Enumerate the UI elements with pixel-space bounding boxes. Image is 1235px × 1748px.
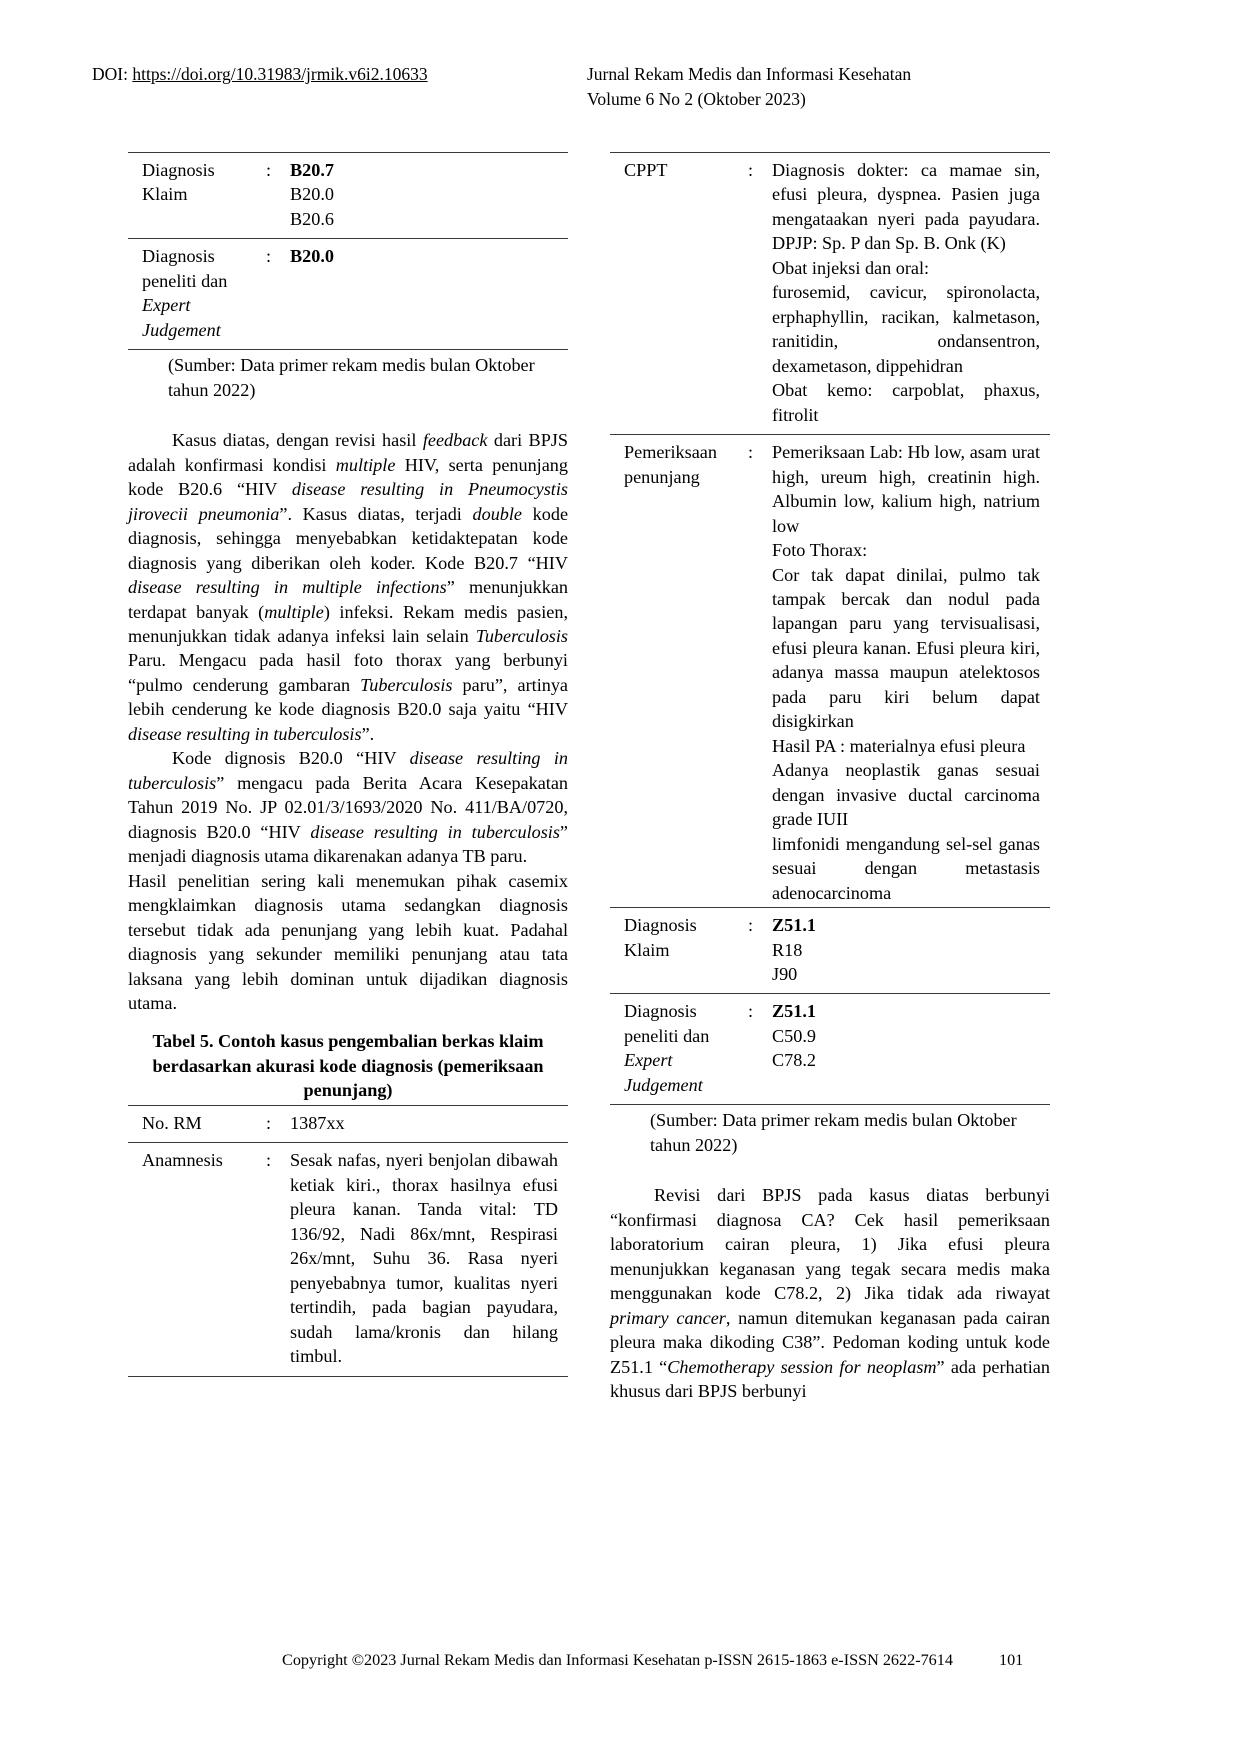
paragraph-analysis-3: Hasil penelitian sering kali menemukan pihak casemix mengklaimkan diagnosis utama sedangkan diagnosis tersebut tidak ada penunjang yang lebih kuat. Padahal diagnosis yang sekunder memiliki penunjang atau tata laksana yang lebih dominan untuk dijadikan diagnosis utama. bbox=[128, 870, 568, 1013]
left-column bbox=[128, 152, 568, 1404]
page-number: 101 bbox=[998, 1651, 1024, 1669]
cell-label: No. RM bbox=[128, 1105, 266, 1142]
cell-value-line: Diagnosis dokter: ca mamae sin, efusi pleura, dyspnea. Pasien juga mengataakan nyeri pada payudara. DPJP: Sp. P dan Sp. B. Onk (K) bbox=[772, 160, 1040, 254]
doi-link[interactable]: https://doi.org/10.31983/jrmik.v6i2.10633 bbox=[132, 64, 428, 84]
table-row bbox=[128, 153, 568, 239]
label-line: peneliti dan bbox=[142, 270, 228, 291]
code-tertiary: B20.6 bbox=[290, 208, 334, 229]
cell-label: Anamnesis bbox=[128, 1143, 266, 1376]
label-line: Diagnosis bbox=[624, 915, 697, 936]
journal-volume: Volume 6 No 2 (Oktober 2023) bbox=[587, 89, 806, 110]
cell-label bbox=[128, 153, 266, 239]
label-line: Expert bbox=[624, 1050, 673, 1071]
cell-label bbox=[610, 994, 748, 1105]
cell-colon: : bbox=[266, 1143, 282, 1376]
cell-colon: : bbox=[266, 153, 282, 239]
table-source-note: (Sumber: Data primer rekam medis bulan Oktober tahun 2022) bbox=[650, 1110, 1017, 1155]
code-primary: B20.0 bbox=[290, 246, 334, 267]
code-secondary: B20.0 bbox=[290, 184, 334, 205]
table-row bbox=[610, 994, 1050, 1105]
doi-prefix: DOI: bbox=[92, 64, 133, 84]
label-line: Diagnosis bbox=[624, 1001, 697, 1022]
spacer bbox=[610, 1157, 1050, 1183]
cell-value bbox=[282, 153, 568, 239]
label-line: Judgement bbox=[624, 1074, 703, 1095]
cell-colon: : bbox=[748, 994, 764, 1105]
cell-value-line: limfonidi mengandung sel-sel ganas sesuai dengan metastasis adenocarcinoma bbox=[772, 833, 1040, 903]
cell-label bbox=[610, 435, 748, 908]
cell-value-line: Hasil PA : materialnya efusi pleura bbox=[772, 735, 1026, 756]
code-primary: Z51.1 bbox=[772, 915, 816, 936]
page-footer bbox=[0, 1651, 1235, 1670]
label-line: Klaim bbox=[624, 939, 670, 960]
table-row bbox=[610, 435, 1050, 908]
paragraph-analysis-2: Kode dignosis B20.0 “HIV disease resulting in tuberculosis” mengacu pada Berita Acara Kesepakatan Tahun 2019 No. JP 02.01/3/1693/2020 No. 411/BA/0720, diagnosis B20.0 “HIV disease resulting in tuberculosis” menjadi diagnosis utama dikarenakan adanya TB paru. bbox=[128, 748, 568, 867]
label-line: Diagnosis bbox=[142, 246, 215, 267]
label-line: penunjang bbox=[624, 466, 700, 487]
cell-value bbox=[764, 994, 1050, 1105]
table-row bbox=[610, 908, 1050, 994]
cell-value-line: Adanya neoplastik ganas sesuai dengan invasive ductal carcinoma grade IUII bbox=[772, 760, 1040, 830]
code-secondary: C50.9 bbox=[772, 1025, 816, 1046]
cell-colon: : bbox=[266, 239, 282, 350]
cell-colon: : bbox=[266, 1105, 282, 1142]
cell-colon: : bbox=[748, 435, 764, 908]
code-tertiary: C78.2 bbox=[772, 1050, 816, 1071]
cell-value-line: Cor tak dapat dinilai, pulmo tak tampak bercak dan nodul pada lapangan paru yang tervisualisasi, efusi pleura kanan. Efusi pleura kiri, adanya massa maupun atelektosos pada paru kiri belum dapat disigkirkan bbox=[772, 564, 1040, 732]
table5-caption: Tabel 5. Contoh kasus pengembalian berkas klaim berdasarkan akurasi kode diagnosis (pemeriksaan penunjang) bbox=[152, 1031, 544, 1101]
paragraph-revisi-bpjs: Revisi dari BPJS pada kasus diatas berbunyi “konfirmasi diagnosa CA? Cek hasil pemeriksaan laboratorium cairan pleura, 1) Jika efusi pleura menunjukkan keganasan yang tegak secara medis maka menggunakan kode C78.2, 2) Jika tidak ada riwayat primary cancer, namun ditemukan keganasan pada cairan pleura maka dikoding C38”. Pedoman koding untuk kode Z51.1 “Chemotherapy session for neoplasm” ada perhatian khusus dari BPJS berbunyi bbox=[610, 1185, 1050, 1402]
cell-value-line: furosemid, cavicur, spironolacta, erphaphyllin, racikan, kalmetason, ranitidin, ondansentron, dexametason, dippehidran bbox=[772, 282, 1040, 376]
cell-value-line: Foto Thorax: bbox=[772, 540, 868, 561]
cell-label bbox=[610, 908, 748, 994]
table-row bbox=[610, 153, 1050, 435]
cell-value bbox=[282, 239, 568, 350]
label-line: Judgement bbox=[142, 319, 221, 340]
label-line: Pemeriksaan bbox=[624, 442, 717, 463]
content-columns bbox=[128, 152, 1107, 1404]
journal-name: Jurnal Rekam Medis dan Informasi Kesehatan bbox=[587, 64, 912, 84]
code-primary: B20.7 bbox=[290, 160, 334, 180]
code-tertiary: J90 bbox=[772, 964, 798, 984]
label-line: peneliti dan bbox=[624, 1025, 710, 1046]
table5-case-continued bbox=[610, 152, 1050, 1105]
table-row bbox=[128, 1105, 568, 1142]
journal-info bbox=[587, 62, 1143, 113]
table-row bbox=[128, 1143, 568, 1376]
copyright-text: Copyright ©2023 Jurnal Rekam Medis dan Informasi Kesehatan p-ISSN 2615-1863 e-ISSN 2622-7614 bbox=[282, 1651, 953, 1669]
table-source-note: (Sumber: Data primer rekam medis bulan Oktober tahun 2022) bbox=[168, 355, 535, 400]
table-claim-b20 bbox=[128, 152, 568, 350]
cell-label bbox=[128, 239, 266, 350]
paragraph-analysis-1: Kasus diatas, dengan revisi hasil feedback dari BPJS adalah konfirmasi kondisi multiple HIV, serta penunjang kode B20.6 “HIV disease resulting in Pneumocystis jirovecii pneumonia”. Kasus diatas, terjadi double kode diagnosis, sehingga menyebabkan ketidaktepatan kode diagnosis yang diberikan oleh koder. Kode B20.7 “HIV disease resulting in multiple infections” menunjukkan terdapat banyak (multiple) infeksi. Rekam medis pasien, menunjukkan tidak adanya infeksi lain selain Tuberculosis Paru. Mengacu pada hasil foto thorax yang berbunyi “pulmo cenderung gambaran Tuberculosis paru”, artinya lebih cenderung ke kode diagnosis B20.0 saja yaitu “HIV disease resulting in tuberculosis”. bbox=[128, 430, 569, 744]
code-secondary: R18 bbox=[772, 939, 803, 960]
table5-case bbox=[128, 1105, 568, 1377]
cell-label: CPPT bbox=[610, 153, 748, 435]
cell-value: Sesak nafas, nyeri benjolan dibawah ketiak kiri., thorax hasilnya efusi pleura kanan. Tanda vital: TD 136/92, Nadi 86x/mnt, Respirasi 26x/mnt, Suhu 36. Rasa nyeri penyebabnya tumor, kualitas nyeri tertindih, pada bagian payudara, sudah lama/kronis dan hilang timbul. bbox=[282, 1143, 568, 1376]
cell-value bbox=[764, 153, 1050, 435]
cell-value-line: Pemeriksaan Lab: Hb low, asam urat high, ureum high, creatinin high. Albumin low, kalium high, natrium low bbox=[772, 442, 1040, 536]
doi-block bbox=[92, 62, 587, 87]
label-line: Klaim bbox=[142, 184, 188, 205]
cell-colon: : bbox=[748, 908, 764, 994]
cell-value bbox=[764, 908, 1050, 994]
cell-value-line: Obat injeksi dan oral: bbox=[772, 257, 930, 278]
spacer bbox=[128, 1015, 568, 1029]
cell-value: 1387xx bbox=[282, 1105, 568, 1142]
right-column bbox=[610, 152, 1050, 1404]
cell-value bbox=[764, 435, 1050, 908]
table-row bbox=[128, 239, 568, 350]
cell-colon: : bbox=[748, 153, 764, 435]
label-line: Diagnosis bbox=[142, 160, 215, 180]
cell-value-line: Obat kemo: carpoblat, phaxus, fitrolit bbox=[772, 380, 1040, 425]
footer-inner bbox=[282, 1651, 1024, 1670]
running-head bbox=[92, 62, 1143, 113]
code-primary: Z51.1 bbox=[772, 1001, 816, 1022]
label-line: Expert bbox=[142, 295, 191, 316]
spacer bbox=[128, 402, 568, 428]
